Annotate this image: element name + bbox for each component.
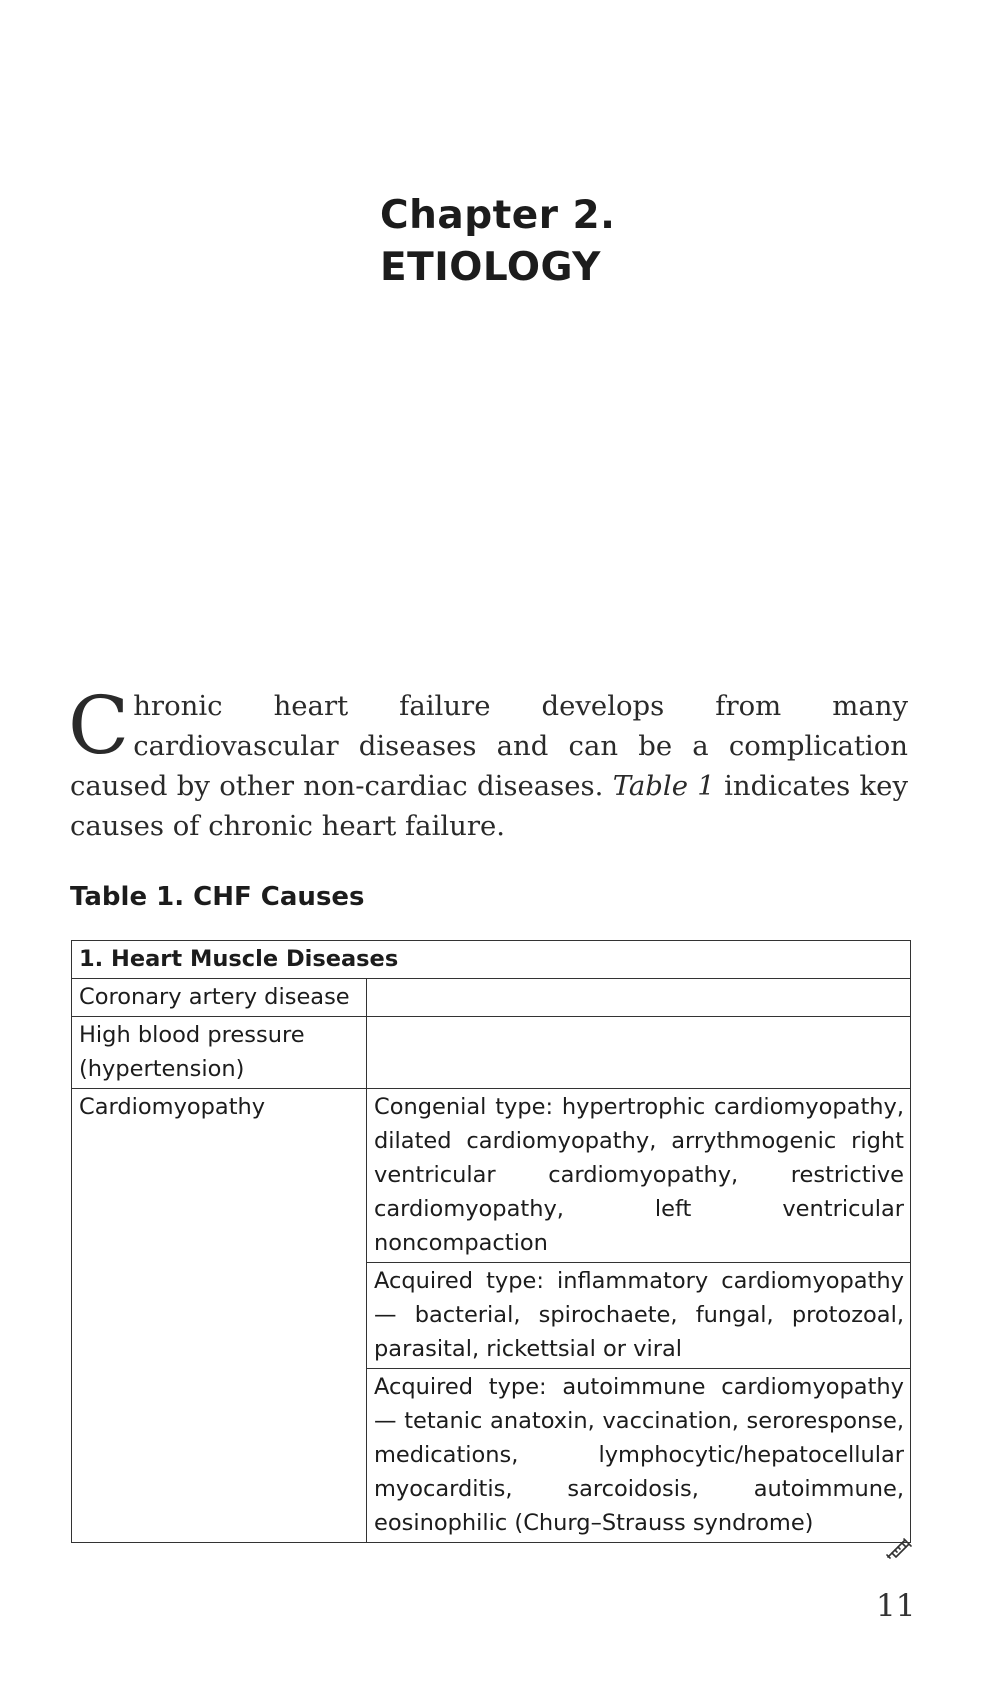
intro-text-start: hronic heart failure develops from many cardiovascular diseases and can be a complication caused by other non-cardiac diseases.: [70, 690, 908, 802]
detail-cell: Congenial type: hypertrophic cardiomyopathy, dilated cardiomyopathy, arrythmogenic right ventricular cardiomyopathy, restrictive cardiomyopathy, left ventricular noncompaction: [367, 1089, 911, 1263]
drop-cap: C: [68, 679, 130, 772]
syringe-icon: [884, 1535, 914, 1561]
cause-cell: High blood pressure (hypertension): [72, 1017, 367, 1089]
detail-cell: [367, 1017, 911, 1089]
page-number: 11: [876, 1588, 916, 1624]
table-reference: Table 1: [612, 770, 715, 802]
detail-cell: [367, 979, 911, 1017]
chapter-label: Chapter 2.: [380, 193, 616, 238]
intro-text-end: indicates key causes of chronic heart failure.: [70, 770, 908, 842]
cause-cell: Coronary artery disease: [72, 979, 367, 1017]
chapter-title: ETIOLOGY: [380, 245, 601, 290]
table-row: [72, 979, 911, 1017]
intro-paragraph: [68, 679, 908, 846]
table-section-row: [72, 941, 911, 979]
chapter-heading: [380, 190, 615, 294]
cause-cell: Cardiomyopathy: [72, 1089, 367, 1543]
detail-cell: Acquired type: inflammatory cardiomyopathy — bacterial, spirochaete, fungal, protozoal, parasital, rickettsial or viral: [367, 1263, 911, 1369]
causes-table: [71, 940, 911, 1543]
section-heading: 1. Heart Muscle Diseases: [72, 941, 911, 979]
table-row: [72, 1089, 911, 1263]
table-row: [72, 1017, 911, 1089]
detail-cell: Acquired type: autoimmune cardiomyopathy — tetanic anatoxin, vaccination, seroresponse, medications, lymphocytic/hepatocellular myocarditis, sarcoidosis, autoimmune, eosinophilic (Churg–Strauss syndrome): [367, 1369, 911, 1543]
table-caption: Table 1. CHF Causes: [70, 882, 365, 912]
